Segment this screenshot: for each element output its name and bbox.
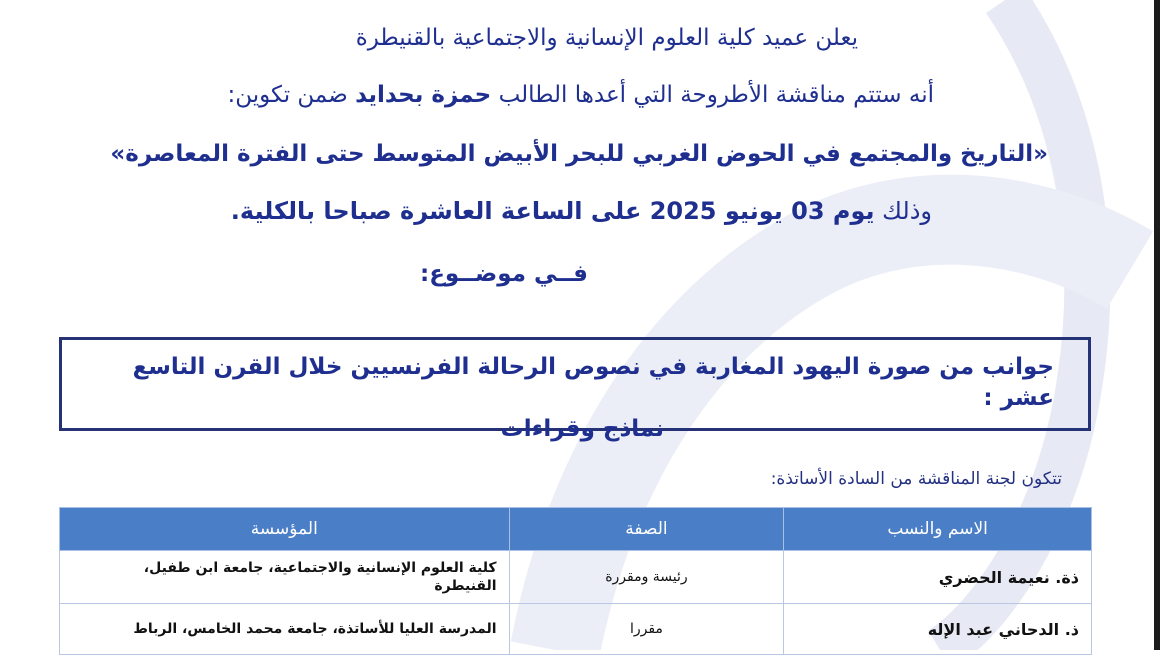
program-title: «التاريخ والمجتمع في الحوض الغربي للبحر الأبيض المتوسط حتى الفترة المعاصرة» — [110, 141, 1048, 167]
student-name: حمزة بحدايد — [355, 82, 492, 108]
header-institution: المؤسسة — [60, 508, 510, 551]
thesis-line-suffix: ضمن تكوين: — [227, 82, 356, 108]
institution-line1: كلية العلوم الإنسانية والاجتماعية، جامعة ابن طفيل، — [143, 560, 497, 576]
member-role: مقررا — [509, 604, 784, 655]
table-row — [60, 551, 1092, 604]
member-name: ذة. نعيمة الحضري — [784, 551, 1092, 604]
thesis-student-line — [227, 80, 934, 110]
member-role: رئيسة ومقررة — [509, 551, 784, 604]
defense-date-line — [231, 196, 932, 226]
header-name: الاسم والنسب — [784, 508, 1092, 551]
defense-date: يوم 03 يونيو 2025 على الساعة العاشرة صباحا بالكلية. — [230, 197, 875, 225]
table-row — [60, 604, 1092, 655]
date-prefix: وذلك — [874, 197, 932, 225]
thesis-topic-box — [59, 337, 1091, 442]
member-institution — [60, 551, 510, 604]
committee-intro: تتكون لجنة المناقشة من السادة الأساتذة: — [770, 469, 1062, 489]
thesis-topic-line2: نماذج وقراءات — [500, 416, 664, 442]
dark-right-border — [1154, 0, 1160, 650]
topic-label: فــي موضــوع: — [420, 261, 588, 287]
institution-line1: المدرسة العليا للأساتذة، جامعة محمد الخامس، الرباط — [133, 621, 497, 637]
thesis-topic-line1: جوانب من صورة اليهود المغاربة في نصوص الرحالة الفرنسيين خلال القرن التاسع عشر : — [132, 354, 1054, 411]
member-name: ذ. الدحاني عبد الإله — [784, 604, 1092, 655]
member-institution — [60, 604, 510, 655]
committee-header-row — [60, 508, 1092, 551]
dean-announcement-line: يعلن عميد كلية العلوم الإنسانية والاجتماعية بالقنيطرة — [355, 25, 858, 51]
committee-table — [59, 507, 1092, 655]
thesis-line-prefix: أنه ستتم مناقشة الأطروحة التي أعدها الطالب — [491, 82, 934, 108]
header-role: الصفة — [509, 508, 784, 551]
institution-line2: القنيطرة — [434, 578, 497, 594]
